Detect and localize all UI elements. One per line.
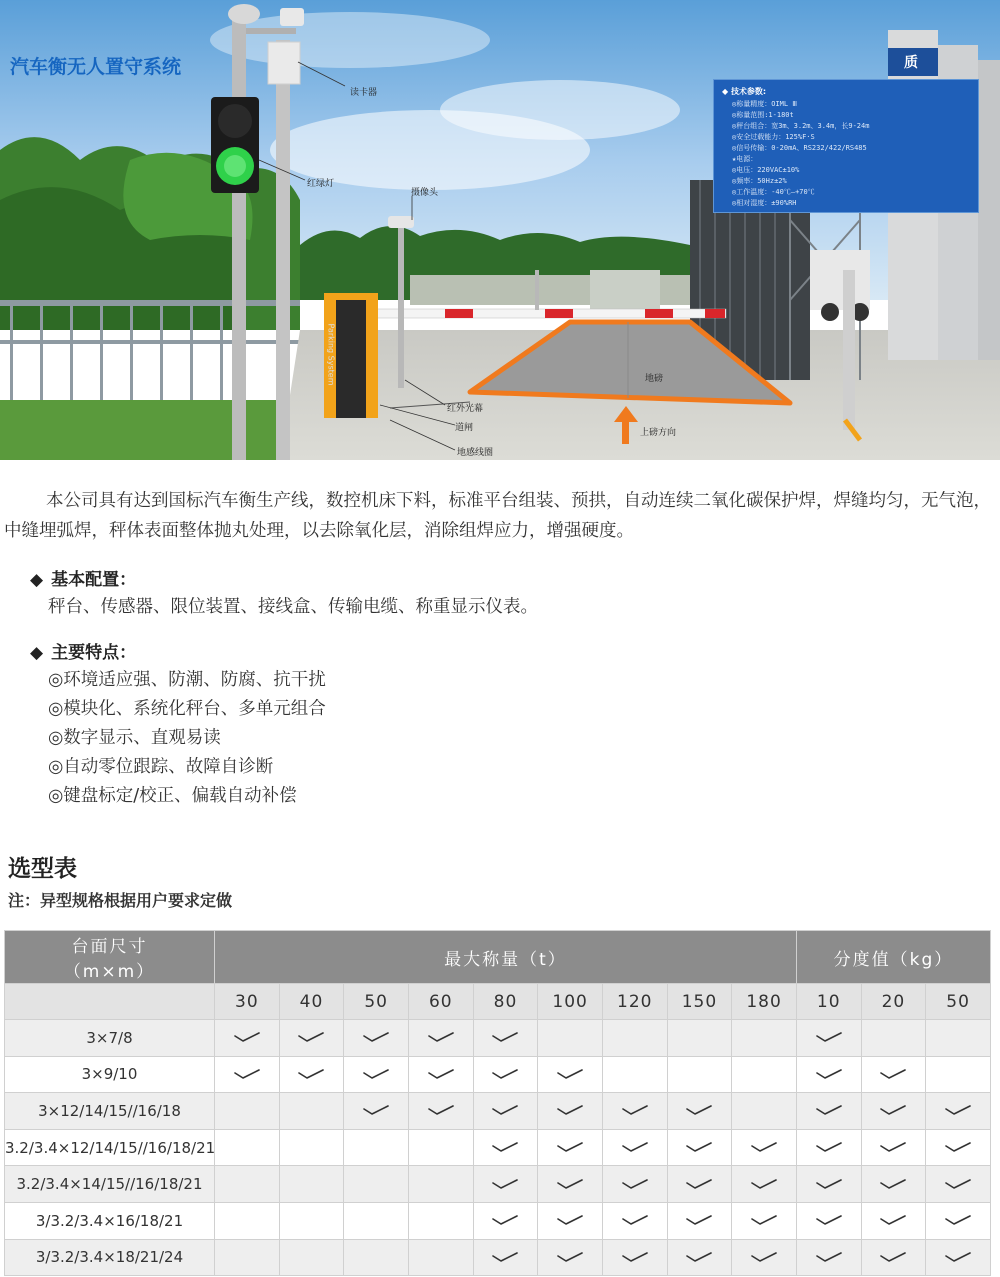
spec-line: ◎信号传输：0-20mA、RS232/422/RS485 xyxy=(732,144,867,152)
table-cell xyxy=(926,1202,991,1239)
callout-infrared: 红外光幕 xyxy=(447,404,484,414)
check-icon xyxy=(298,1068,324,1080)
table-row xyxy=(5,1202,991,1239)
check-icon xyxy=(816,1104,842,1116)
check-icon xyxy=(557,1251,583,1263)
table-cell xyxy=(215,1056,280,1093)
table-cell xyxy=(796,1056,861,1093)
table-cell xyxy=(796,1020,861,1057)
table-cell xyxy=(667,1056,732,1093)
table-cell xyxy=(215,1239,280,1276)
check-icon xyxy=(492,1068,518,1080)
spec-panel xyxy=(713,79,979,213)
table-cell xyxy=(473,1166,538,1203)
table-cell xyxy=(538,1166,603,1203)
callout-camera: 摄像头 xyxy=(411,188,439,198)
spec-line: ◎称量范围:1-180t xyxy=(732,111,794,119)
table-cell xyxy=(926,1166,991,1203)
table-cell xyxy=(926,1093,991,1130)
table-cell xyxy=(215,1020,280,1057)
hero-illustration xyxy=(0,0,1000,460)
feature-item: ◎键盘标定/校正、偏载自动补偿 xyxy=(48,786,297,806)
capacity-50: 50 xyxy=(344,984,409,1020)
selection-title: 选型表 xyxy=(8,856,77,882)
check-icon xyxy=(686,1178,712,1190)
hero-title: 汽车衡无人置守系统 xyxy=(10,56,182,78)
table-cell xyxy=(408,1202,473,1239)
feature-item: ◎自动零位跟踪、故障自诊断 xyxy=(48,757,274,777)
table-cell xyxy=(538,1129,603,1166)
division-10: 10 xyxy=(796,984,861,1020)
capacity-30: 30 xyxy=(215,984,280,1020)
table-cell xyxy=(861,1202,926,1239)
table-cell xyxy=(473,1020,538,1057)
table-header-row xyxy=(5,931,991,984)
table-cell xyxy=(344,1020,409,1057)
check-icon xyxy=(557,1141,583,1153)
table-cell xyxy=(667,1166,732,1203)
spec-line: ◎工作温度：-40℃—+70℃ xyxy=(732,188,815,196)
table-cell xyxy=(279,1239,344,1276)
feature-item: ◎模块化、系统化秤台、多单元组合 xyxy=(48,699,326,719)
header-size-line1: 台面尺寸 xyxy=(71,937,148,957)
check-icon xyxy=(880,1178,906,1190)
table-cell xyxy=(473,1239,538,1276)
table-cell xyxy=(408,1129,473,1166)
reader-pole xyxy=(276,40,290,460)
check-icon xyxy=(945,1141,971,1153)
callout-direction: 上磅方向 xyxy=(640,428,677,438)
table-cell xyxy=(602,1020,667,1057)
check-icon xyxy=(686,1251,712,1263)
table-cell xyxy=(215,1166,280,1203)
capacity-100: 100 xyxy=(538,984,603,1020)
intro-paragraph: 本公司具有达到国标汽车衡生产线，数控机床下料，标准平台组装、预拱，自动连续二氧化碳保护焊，焊缝均匀，无气泡，中缝埋弧焊，秤体表面整体抛丸处理，以去除氧化层，消除组焊应力，增强硬度。 xyxy=(4,491,991,541)
check-icon xyxy=(686,1141,712,1153)
check-icon xyxy=(751,1251,777,1263)
table-cell xyxy=(408,1166,473,1203)
check-icon xyxy=(298,1031,324,1043)
table-cell xyxy=(667,1202,732,1239)
table-cell xyxy=(344,1202,409,1239)
check-icon xyxy=(622,1104,648,1116)
table-row xyxy=(5,1093,991,1130)
check-icon xyxy=(234,1031,260,1043)
table-subheader-row xyxy=(5,984,991,1020)
check-icon xyxy=(816,1068,842,1080)
features-heading xyxy=(30,638,136,663)
table-cell xyxy=(926,1129,991,1166)
check-icon xyxy=(428,1031,454,1043)
table-cell xyxy=(602,1166,667,1203)
table-cell xyxy=(602,1202,667,1239)
table-cell xyxy=(796,1129,861,1166)
table-cell xyxy=(926,1056,991,1093)
selection-note: 注：异型规格根据用户要求定做 xyxy=(8,891,233,910)
division-20: 20 xyxy=(861,984,926,1020)
check-icon xyxy=(234,1068,260,1080)
table-cell xyxy=(344,1129,409,1166)
check-icon xyxy=(816,1251,842,1263)
header-size-line2: （m×m） xyxy=(63,962,156,982)
check-icon xyxy=(492,1214,518,1226)
check-icon xyxy=(557,1178,583,1190)
table-cell xyxy=(796,1093,861,1130)
gate-box-label: Parking System xyxy=(326,323,336,386)
check-icon xyxy=(751,1214,777,1226)
check-icon xyxy=(428,1104,454,1116)
check-icon xyxy=(816,1141,842,1153)
check-icon xyxy=(880,1068,906,1080)
traffic-light-icon xyxy=(211,97,259,193)
spec-line: ◎秤台组合：宽3m、3.2m、3.4m，长9-24m xyxy=(732,122,870,130)
spec-line: ◎电压：220VAC±10% xyxy=(732,166,800,174)
spec-line: ◎频率：50Hz±2% xyxy=(732,177,787,185)
table-cell xyxy=(279,1129,344,1166)
row-size-cell: 3×12/14/15//16/18 xyxy=(5,1093,215,1130)
check-icon xyxy=(945,1251,971,1263)
callout-traffic-light: 红绿灯 xyxy=(307,179,335,189)
header-size xyxy=(5,931,215,984)
check-icon xyxy=(363,1068,389,1080)
check-icon xyxy=(945,1178,971,1190)
basic-config-heading xyxy=(30,565,136,590)
table-cell xyxy=(215,1202,280,1239)
table-cell xyxy=(732,1239,797,1276)
check-icon xyxy=(363,1031,389,1043)
header-capacity: 最大称量（t） xyxy=(215,931,797,984)
table-cell xyxy=(732,1166,797,1203)
capacity-80: 80 xyxy=(473,984,538,1020)
table-cell xyxy=(732,1056,797,1093)
check-icon xyxy=(557,1104,583,1116)
spec-title: ◆ 技术参数: xyxy=(722,87,767,96)
table-cell xyxy=(279,1202,344,1239)
table-row xyxy=(5,1166,991,1203)
table-cell xyxy=(408,1093,473,1130)
table-cell xyxy=(732,1093,797,1130)
check-icon xyxy=(880,1141,906,1153)
table-cell xyxy=(408,1239,473,1276)
check-icon xyxy=(557,1214,583,1226)
spec-line: ★电源： xyxy=(732,155,758,163)
light-pole xyxy=(232,20,246,460)
table-cell xyxy=(538,1056,603,1093)
check-icon xyxy=(492,1031,518,1043)
subheader-empty xyxy=(5,984,215,1020)
table-cell xyxy=(796,1239,861,1276)
table-cell xyxy=(926,1020,991,1057)
table-cell xyxy=(602,1093,667,1130)
spec-line: ◎称量精度：OIML Ⅲ xyxy=(732,100,798,108)
callout-weighbridge: 地磅 xyxy=(645,374,664,384)
selection-table xyxy=(4,930,991,1276)
table-cell xyxy=(602,1056,667,1093)
capacity-150: 150 xyxy=(667,984,732,1020)
check-icon xyxy=(686,1214,712,1226)
table-cell xyxy=(667,1020,732,1057)
check-icon xyxy=(880,1214,906,1226)
table-cell xyxy=(538,1020,603,1057)
diamond-bullet-icon: ◆ xyxy=(30,570,44,590)
check-icon xyxy=(622,1214,648,1226)
check-icon xyxy=(492,1104,518,1116)
check-icon xyxy=(816,1178,842,1190)
table-row xyxy=(5,1239,991,1276)
table-cell xyxy=(215,1093,280,1130)
callout-card-reader: 读卡器 xyxy=(350,88,378,98)
table-cell xyxy=(861,1093,926,1130)
spec-line: ◎安全过载能力：125%F·S xyxy=(732,133,815,141)
table-cell xyxy=(344,1239,409,1276)
table-cell xyxy=(344,1093,409,1130)
camera-icon xyxy=(388,216,414,228)
silo-sign: 质 xyxy=(904,55,918,71)
table-cell xyxy=(473,1129,538,1166)
table-cell xyxy=(473,1093,538,1130)
capacity-180: 180 xyxy=(732,984,797,1020)
check-icon xyxy=(751,1178,777,1190)
capacity-60: 60 xyxy=(408,984,473,1020)
capacity-40: 40 xyxy=(279,984,344,1020)
check-icon xyxy=(816,1214,842,1226)
table-cell xyxy=(861,1166,926,1203)
table-cell xyxy=(861,1239,926,1276)
check-icon xyxy=(557,1068,583,1080)
row-size-cell: 3/3.2/3.4×16/18/21 xyxy=(5,1202,215,1239)
table-cell xyxy=(279,1056,344,1093)
check-icon xyxy=(492,1251,518,1263)
table-cell xyxy=(796,1166,861,1203)
table-cell xyxy=(732,1129,797,1166)
division-50: 50 xyxy=(926,984,991,1020)
table-cell xyxy=(408,1020,473,1057)
table-cell xyxy=(861,1056,926,1093)
features-title: 主要特点： xyxy=(51,643,137,663)
row-size-cell: 3.2/3.4×12/14/15//16/18/21 xyxy=(5,1129,215,1166)
capacity-120: 120 xyxy=(602,984,667,1020)
spec-line: ◎相对湿度：±90%RH xyxy=(732,199,797,207)
table-cell xyxy=(796,1202,861,1239)
card-reader-icon xyxy=(268,42,300,84)
row-size-cell: 3/3.2/3.4×18/21/24 xyxy=(5,1239,215,1276)
feature-item: ◎数字显示、直观易读 xyxy=(48,728,221,748)
table-cell xyxy=(279,1166,344,1203)
check-icon xyxy=(622,1251,648,1263)
table-cell xyxy=(538,1202,603,1239)
callout-gate: 道闸 xyxy=(455,423,474,433)
diamond-bullet-icon: ◆ xyxy=(30,643,44,663)
basic-config-title: 基本配置： xyxy=(51,570,137,590)
table-cell xyxy=(473,1202,538,1239)
table-cell xyxy=(667,1093,732,1130)
check-icon xyxy=(428,1068,454,1080)
row-size-cell: 3×9/10 xyxy=(5,1056,215,1093)
table-cell xyxy=(215,1129,280,1166)
table-cell xyxy=(861,1020,926,1057)
table-cell xyxy=(279,1093,344,1130)
feature-item: ◎环境适应强、防潮、防腐、抗干扰 xyxy=(48,670,326,690)
table-cell xyxy=(408,1056,473,1093)
check-icon xyxy=(686,1104,712,1116)
table-cell xyxy=(602,1239,667,1276)
callout-loop: 地感线圈 xyxy=(457,448,494,458)
table-row xyxy=(5,1129,991,1166)
table-cell xyxy=(473,1056,538,1093)
table-cell xyxy=(861,1129,926,1166)
header-division: 分度值（kg） xyxy=(796,931,990,984)
table-cell xyxy=(926,1239,991,1276)
table-cell xyxy=(732,1202,797,1239)
check-icon xyxy=(622,1141,648,1153)
check-icon xyxy=(945,1104,971,1116)
table-row xyxy=(5,1020,991,1057)
check-icon xyxy=(622,1178,648,1190)
basic-config-text: 秤台、传感器、限位装置、接线盒、传输电缆、称重显示仪表。 xyxy=(48,597,538,617)
table-cell xyxy=(344,1166,409,1203)
table-cell xyxy=(344,1056,409,1093)
table-cell xyxy=(602,1129,667,1166)
table-cell xyxy=(538,1093,603,1130)
check-icon xyxy=(880,1251,906,1263)
check-icon xyxy=(945,1214,971,1226)
table-cell xyxy=(667,1239,732,1276)
row-size-cell: 3×7/8 xyxy=(5,1020,215,1057)
table-row xyxy=(5,1056,991,1093)
table-cell xyxy=(279,1020,344,1057)
check-icon xyxy=(751,1141,777,1153)
table-cell xyxy=(732,1020,797,1057)
check-icon xyxy=(363,1104,389,1116)
check-icon xyxy=(492,1178,518,1190)
check-icon xyxy=(816,1031,842,1043)
table-cell xyxy=(538,1239,603,1276)
check-icon xyxy=(492,1141,518,1153)
table-cell xyxy=(667,1129,732,1166)
row-size-cell: 3.2/3.4×14/15//16/18/21 xyxy=(5,1166,215,1203)
barrier-arm xyxy=(376,309,726,318)
check-icon xyxy=(880,1104,906,1116)
